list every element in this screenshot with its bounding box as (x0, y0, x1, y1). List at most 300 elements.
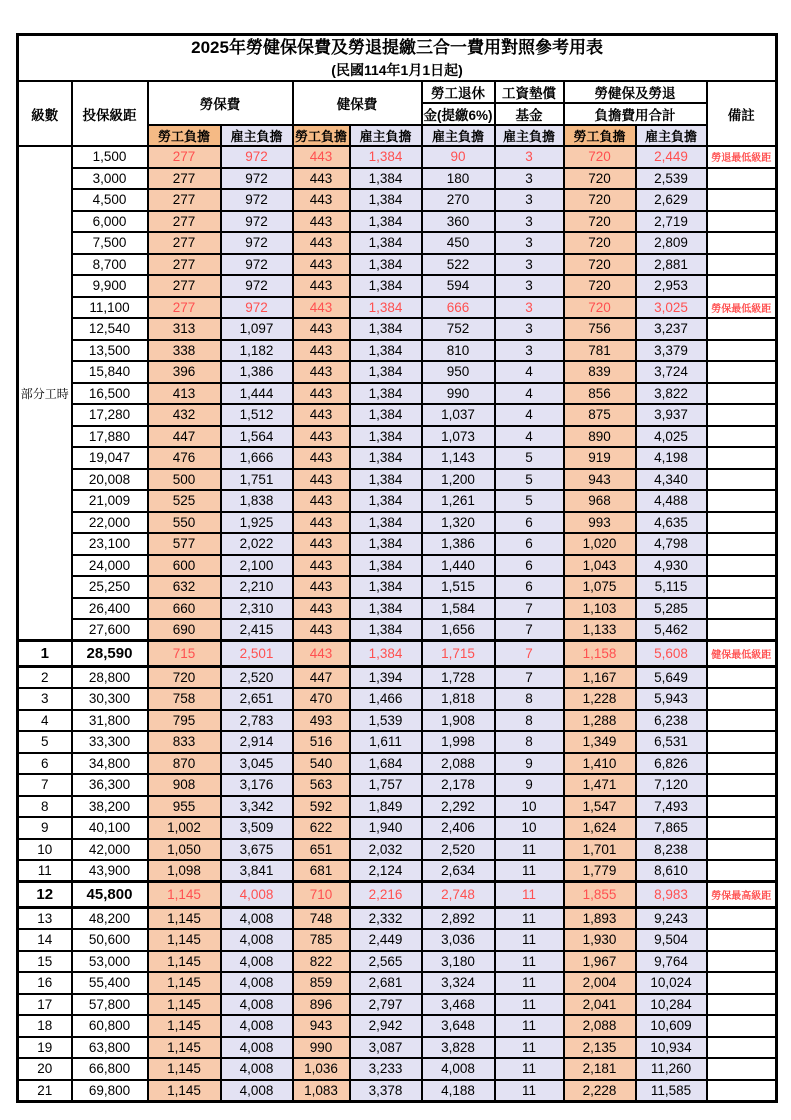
table-row (18, 168, 777, 190)
level-cell: 20 (18, 1058, 72, 1080)
bracket-cell: 30,300 (72, 688, 148, 710)
value-cell: 11 (495, 908, 564, 930)
value-cell: 3 (495, 254, 564, 276)
remark-cell: 勞退最低級距 (707, 146, 777, 168)
part-time-merged-cell: 部分工時 (18, 146, 72, 641)
level-cell: 6 (18, 753, 72, 775)
value-cell: 1,097 (221, 318, 293, 340)
value-cell: 1,384 (350, 275, 422, 297)
value-cell: 277 (148, 146, 221, 168)
subheader-health-employee: 勞工負擔 (293, 125, 350, 146)
remark-cell (707, 361, 777, 383)
remark-cell (707, 168, 777, 190)
value-cell: 1,384 (350, 447, 422, 469)
level-cell: 2 (18, 667, 72, 689)
value-cell: 1,384 (350, 576, 422, 598)
value-cell: 950 (422, 361, 495, 383)
bracket-cell: 42,000 (72, 839, 148, 861)
remark-cell (707, 275, 777, 297)
value-cell: 710 (293, 882, 350, 908)
level-cell: 16 (18, 972, 72, 994)
value-cell: 1,624 (564, 817, 636, 839)
bracket-cell: 20,008 (72, 469, 148, 491)
remark-cell (707, 688, 777, 710)
value-cell: 5 (495, 469, 564, 491)
value-cell: 4 (495, 361, 564, 383)
table-row (18, 426, 777, 448)
remark-cell (707, 340, 777, 362)
bracket-cell: 21,009 (72, 490, 148, 512)
value-cell: 1,940 (350, 817, 422, 839)
bracket-cell: 53,000 (72, 951, 148, 973)
table-row (18, 908, 777, 930)
value-cell: 1,384 (350, 254, 422, 276)
table-row (18, 555, 777, 577)
value-cell: 8 (495, 731, 564, 753)
value-cell: 2,210 (221, 576, 293, 598)
col-header-level: 級數 (18, 81, 72, 146)
remark-cell (707, 817, 777, 839)
value-cell: 500 (148, 469, 221, 491)
value-cell: 1,037 (422, 404, 495, 426)
value-cell: 443 (293, 447, 350, 469)
value-cell: 3,509 (221, 817, 293, 839)
value-cell: 9 (495, 753, 564, 775)
remark-cell (707, 951, 777, 973)
value-cell: 443 (293, 232, 350, 254)
value-cell: 681 (293, 860, 350, 882)
value-cell: 1,384 (350, 361, 422, 383)
remark-cell (707, 576, 777, 598)
value-cell: 972 (221, 275, 293, 297)
value-cell: 10 (495, 817, 564, 839)
table-row (18, 641, 777, 667)
value-cell: 6 (495, 533, 564, 555)
level-cell: 8 (18, 796, 72, 818)
bracket-cell: 13,500 (72, 340, 148, 362)
value-cell: 270 (422, 189, 495, 211)
value-cell: 277 (148, 211, 221, 233)
value-cell: 522 (422, 254, 495, 276)
value-cell: 1,143 (422, 447, 495, 469)
value-cell: 1,228 (564, 688, 636, 710)
subheader-pension-employer: 雇主負擔 (422, 125, 495, 146)
value-cell: 943 (564, 469, 636, 491)
value-cell: 4,188 (422, 1080, 495, 1102)
value-cell: 2,332 (350, 908, 422, 930)
level-cell: 12 (18, 882, 72, 908)
value-cell: 4 (495, 426, 564, 448)
value-cell: 1,036 (293, 1058, 350, 1080)
value-cell: 277 (148, 232, 221, 254)
value-cell: 3 (495, 318, 564, 340)
value-cell: 833 (148, 731, 221, 753)
value-cell: 748 (293, 908, 350, 930)
value-cell: 875 (564, 404, 636, 426)
value-cell: 447 (148, 426, 221, 448)
value-cell: 8,983 (636, 882, 707, 908)
value-cell: 540 (293, 753, 350, 775)
value-cell: 7 (495, 641, 564, 667)
remark-cell (707, 796, 777, 818)
bracket-cell: 26,400 (72, 598, 148, 620)
table-row (18, 146, 777, 168)
bracket-cell: 63,800 (72, 1037, 148, 1059)
col-header-pension-line2: 金(提繳6%) (422, 103, 495, 125)
value-cell: 11 (495, 882, 564, 908)
remark-cell: 勞保最低級距 (707, 297, 777, 319)
table-row (18, 512, 777, 534)
remark-cell (707, 1080, 777, 1102)
value-cell: 1,020 (564, 533, 636, 555)
value-cell: 11 (495, 972, 564, 994)
value-cell: 3 (495, 232, 564, 254)
value-cell: 1,073 (422, 426, 495, 448)
header-row-1 (18, 81, 777, 103)
value-cell: 11 (495, 994, 564, 1016)
value-cell: 4,198 (636, 447, 707, 469)
value-cell: 4,008 (221, 1015, 293, 1037)
value-cell: 2,797 (350, 994, 422, 1016)
value-cell: 3,379 (636, 340, 707, 362)
value-cell: 4 (495, 404, 564, 426)
value-cell: 2,539 (636, 168, 707, 190)
value-cell: 2,449 (636, 146, 707, 168)
value-cell: 450 (422, 232, 495, 254)
value-cell: 10,934 (636, 1037, 707, 1059)
value-cell: 1,386 (221, 361, 293, 383)
bracket-cell: 45,800 (72, 882, 148, 908)
value-cell: 2,100 (221, 555, 293, 577)
value-cell: 666 (422, 297, 495, 319)
value-cell: 1,611 (350, 731, 422, 753)
value-cell: 6 (495, 576, 564, 598)
value-cell: 4,008 (422, 1058, 495, 1080)
bracket-cell: 31,800 (72, 710, 148, 732)
subheader-total-employer: 雇主負擔 (636, 125, 707, 146)
value-cell: 1,200 (422, 469, 495, 491)
value-cell: 2,953 (636, 275, 707, 297)
value-cell: 443 (293, 361, 350, 383)
value-cell: 3,828 (422, 1037, 495, 1059)
value-cell: 1,145 (148, 951, 221, 973)
title-cell (18, 35, 777, 82)
value-cell: 1,103 (564, 598, 636, 620)
remark-cell (707, 598, 777, 620)
value-cell: 443 (293, 168, 350, 190)
remark-cell (707, 1058, 777, 1080)
value-cell: 1,967 (564, 951, 636, 973)
value-cell: 3 (495, 189, 564, 211)
value-cell: 6 (495, 512, 564, 534)
bracket-cell: 19,047 (72, 447, 148, 469)
page-subtitle: (民國114年1月1日起) (331, 61, 463, 78)
bracket-cell: 6,000 (72, 211, 148, 233)
value-cell: 10,024 (636, 972, 707, 994)
value-cell: 443 (293, 146, 350, 168)
value-cell: 1,182 (221, 340, 293, 362)
col-header-bracket: 投保級距 (72, 81, 148, 146)
value-cell: 1,384 (350, 318, 422, 340)
value-cell: 720 (564, 189, 636, 211)
table-row (18, 533, 777, 555)
table-row (18, 340, 777, 362)
col-header-wage-arrears-line1: 工資墊償 (495, 81, 564, 103)
value-cell: 1,384 (350, 232, 422, 254)
value-cell: 1,394 (350, 667, 422, 689)
value-cell: 2,914 (221, 731, 293, 753)
value-cell: 1,384 (350, 404, 422, 426)
bracket-cell: 7,500 (72, 232, 148, 254)
value-cell: 594 (422, 275, 495, 297)
bracket-cell: 50,600 (72, 929, 148, 951)
level-cell: 7 (18, 774, 72, 796)
value-cell: 972 (221, 211, 293, 233)
bracket-cell: 3,000 (72, 168, 148, 190)
value-cell: 2,565 (350, 951, 422, 973)
value-cell: 856 (564, 383, 636, 405)
level-cell: 5 (18, 731, 72, 753)
value-cell: 1,384 (350, 619, 422, 641)
value-cell: 972 (221, 189, 293, 211)
value-cell: 443 (293, 211, 350, 233)
value-cell: 781 (564, 340, 636, 362)
value-cell: 1,384 (350, 533, 422, 555)
value-cell: 1,818 (422, 688, 495, 710)
value-cell: 1,384 (350, 598, 422, 620)
remark-cell (707, 667, 777, 689)
value-cell: 1,320 (422, 512, 495, 534)
value-cell: 5,649 (636, 667, 707, 689)
value-cell: 5 (495, 447, 564, 469)
remark-cell (707, 469, 777, 491)
value-cell: 277 (148, 189, 221, 211)
value-cell: 1,539 (350, 710, 422, 732)
title-row (18, 35, 777, 82)
value-cell: 443 (293, 404, 350, 426)
table-row (18, 817, 777, 839)
value-cell: 2,634 (422, 860, 495, 882)
table-row (18, 619, 777, 641)
value-cell: 1,547 (564, 796, 636, 818)
value-cell: 1,098 (148, 860, 221, 882)
remark-cell (707, 490, 777, 512)
value-cell: 2,310 (221, 598, 293, 620)
value-cell: 1,167 (564, 667, 636, 689)
value-cell: 3 (495, 168, 564, 190)
value-cell: 1,998 (422, 731, 495, 753)
value-cell: 1,075 (564, 576, 636, 598)
bracket-cell: 27,600 (72, 619, 148, 641)
remark-cell (707, 972, 777, 994)
value-cell: 4,798 (636, 533, 707, 555)
value-cell: 890 (564, 426, 636, 448)
table-row (18, 860, 777, 882)
table-row (18, 994, 777, 1016)
value-cell: 972 (221, 168, 293, 190)
value-cell: 4,008 (221, 1080, 293, 1102)
value-cell: 870 (148, 753, 221, 775)
value-cell: 4 (495, 383, 564, 405)
value-cell: 3,025 (636, 297, 707, 319)
subheader-total-employee: 勞工負擔 (564, 125, 636, 146)
level-cell: 15 (18, 951, 72, 973)
value-cell: 180 (422, 168, 495, 190)
value-cell: 1,050 (148, 839, 221, 861)
value-cell: 1,779 (564, 860, 636, 882)
value-cell: 4,340 (636, 469, 707, 491)
table-row (18, 404, 777, 426)
value-cell: 493 (293, 710, 350, 732)
value-cell: 1,043 (564, 555, 636, 577)
value-cell: 720 (564, 254, 636, 276)
bracket-cell: 9,900 (72, 275, 148, 297)
value-cell: 2,041 (564, 994, 636, 1016)
value-cell: 11 (495, 860, 564, 882)
value-cell: 1,002 (148, 817, 221, 839)
col-header-remark: 備註 (707, 81, 777, 146)
value-cell: 9,243 (636, 908, 707, 930)
table-row (18, 839, 777, 861)
col-header-wage-arrears-line2: 基金 (495, 103, 564, 125)
value-cell: 2,088 (422, 753, 495, 775)
col-header-total-line1: 勞健保及勞退 (564, 81, 707, 103)
value-cell: 6,531 (636, 731, 707, 753)
table-row (18, 361, 777, 383)
value-cell: 11 (495, 1015, 564, 1037)
value-cell: 4,930 (636, 555, 707, 577)
value-cell: 443 (293, 318, 350, 340)
value-cell: 3,045 (221, 753, 293, 775)
value-cell: 1,384 (350, 512, 422, 534)
value-cell: 8 (495, 688, 564, 710)
table-row (18, 211, 777, 233)
remark-cell (707, 318, 777, 340)
value-cell: 1,384 (350, 426, 422, 448)
table-row (18, 447, 777, 469)
value-cell: 277 (148, 254, 221, 276)
level-cell: 3 (18, 688, 72, 710)
value-cell: 955 (148, 796, 221, 818)
value-cell: 4,025 (636, 426, 707, 448)
level-cell: 18 (18, 1015, 72, 1037)
table-row (18, 275, 777, 297)
bracket-cell: 66,800 (72, 1058, 148, 1080)
col-header-health-insurance: 健保費 (293, 81, 422, 125)
bracket-cell: 57,800 (72, 994, 148, 1016)
value-cell: 443 (293, 533, 350, 555)
remark-cell (707, 426, 777, 448)
level-cell: 11 (18, 860, 72, 882)
value-cell: 2,004 (564, 972, 636, 994)
remark-cell (707, 929, 777, 951)
value-cell: 4,008 (221, 908, 293, 930)
bracket-cell: 1,500 (72, 146, 148, 168)
bracket-cell: 22,000 (72, 512, 148, 534)
value-cell: 443 (293, 641, 350, 667)
value-cell: 993 (564, 512, 636, 534)
value-cell: 5,285 (636, 598, 707, 620)
value-cell: 1,384 (350, 469, 422, 491)
value-cell: 1,584 (422, 598, 495, 620)
value-cell: 7,120 (636, 774, 707, 796)
remark-cell: 健保最低級距 (707, 641, 777, 667)
value-cell: 516 (293, 731, 350, 753)
level-cell: 14 (18, 929, 72, 951)
remark-cell (707, 731, 777, 753)
level-cell: 19 (18, 1037, 72, 1059)
value-cell: 720 (564, 232, 636, 254)
value-cell: 2,292 (422, 796, 495, 818)
value-cell: 443 (293, 189, 350, 211)
value-cell: 443 (293, 576, 350, 598)
value-cell: 1,384 (350, 189, 422, 211)
value-cell: 1,925 (221, 512, 293, 534)
remark-cell (707, 232, 777, 254)
bracket-cell: 28,800 (72, 667, 148, 689)
value-cell: 1,288 (564, 710, 636, 732)
value-cell: 1,384 (350, 340, 422, 362)
bracket-cell: 11,100 (72, 297, 148, 319)
value-cell: 2,809 (636, 232, 707, 254)
table-row (18, 972, 777, 994)
remark-cell (707, 619, 777, 641)
value-cell: 859 (293, 972, 350, 994)
bracket-cell: 17,880 (72, 426, 148, 448)
value-cell: 1,145 (148, 908, 221, 930)
value-cell: 785 (293, 929, 350, 951)
value-cell: 720 (148, 667, 221, 689)
value-cell: 5,943 (636, 688, 707, 710)
value-cell: 563 (293, 774, 350, 796)
value-cell: 2,881 (636, 254, 707, 276)
value-cell: 1,145 (148, 994, 221, 1016)
value-cell: 1,145 (148, 1080, 221, 1102)
table-row (18, 929, 777, 951)
value-cell: 600 (148, 555, 221, 577)
bracket-cell: 40,100 (72, 817, 148, 839)
level-cell: 21 (18, 1080, 72, 1102)
value-cell: 972 (221, 254, 293, 276)
value-cell: 443 (293, 555, 350, 577)
value-cell: 1,145 (148, 882, 221, 908)
value-cell: 2,520 (221, 667, 293, 689)
value-cell: 2,520 (422, 839, 495, 861)
premium-reference-table (16, 33, 778, 1103)
value-cell: 3 (495, 340, 564, 362)
table-row (18, 469, 777, 491)
value-cell: 3,342 (221, 796, 293, 818)
value-cell: 7 (495, 598, 564, 620)
value-cell: 3,724 (636, 361, 707, 383)
value-cell: 2,942 (350, 1015, 422, 1037)
value-cell: 11 (495, 1058, 564, 1080)
bracket-cell: 60,800 (72, 1015, 148, 1037)
subheader-labor-employee: 勞工負擔 (148, 125, 221, 146)
value-cell: 9,764 (636, 951, 707, 973)
remark-cell (707, 908, 777, 930)
value-cell: 4,008 (221, 1058, 293, 1080)
value-cell: 4,008 (221, 882, 293, 908)
value-cell: 720 (564, 168, 636, 190)
value-cell: 360 (422, 211, 495, 233)
value-cell: 2,748 (422, 882, 495, 908)
value-cell: 715 (148, 641, 221, 667)
value-cell: 2,415 (221, 619, 293, 641)
value-cell: 972 (221, 232, 293, 254)
value-cell: 1,133 (564, 619, 636, 641)
value-cell: 11 (495, 929, 564, 951)
